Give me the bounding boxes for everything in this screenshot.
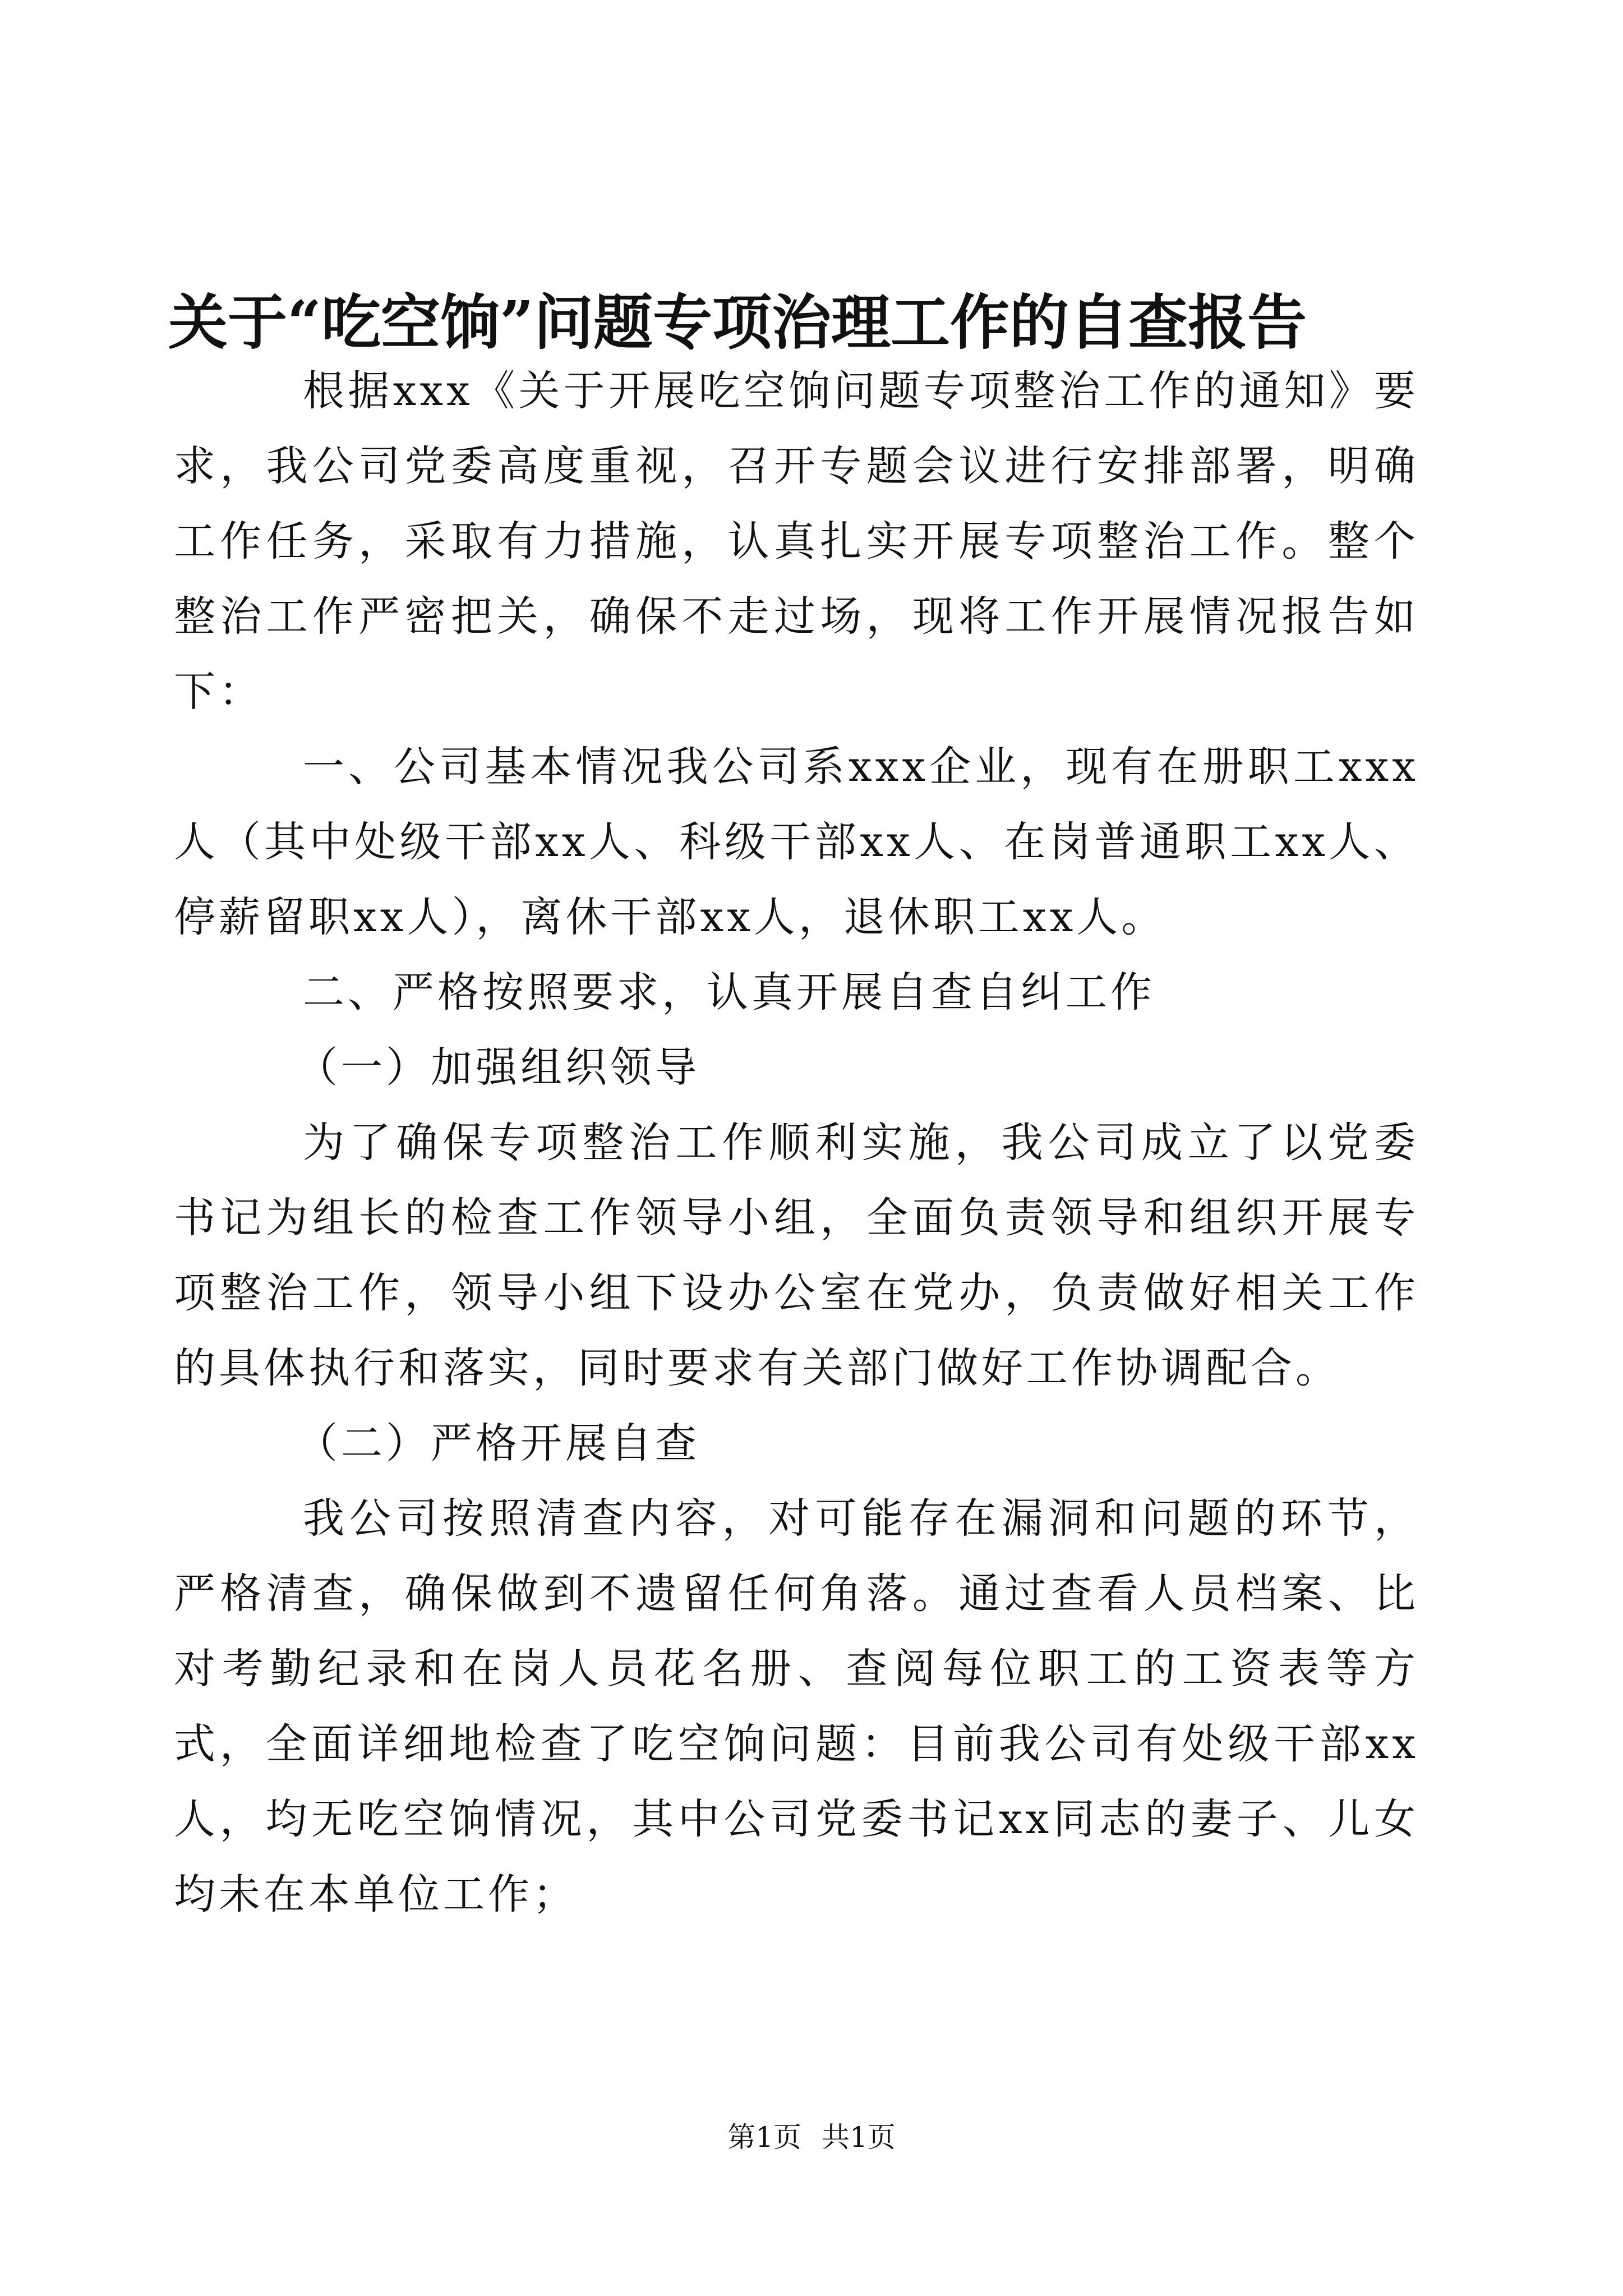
paragraph-section-one: 一、公司基本情况我公司系xxx企业，现有在册职工xxx人（其中处级干部xx人、科级干部xx人、在岗普通职工xx人、停薪留职xx人），离休干部xx人，退休职工xx人。 bbox=[174, 743, 1419, 941]
paragraph-organization: 为了确保专项整治工作顺利实施，我公司成立了以党委书记为组长的检查工作领导小组，全面负责领导和组织开展专项整治工作，领导小组下设办公室在党办，负责做好相关工作的具体执行和落实，同时要求有关部门做好工作协调配合。 bbox=[174, 1119, 1419, 1392]
page-total: 共1页 bbox=[821, 2121, 896, 2154]
section-heading-two: 二、严格按照要求，认真开展自查自纠工作 bbox=[303, 968, 1155, 1016]
page-footer bbox=[0, 2118, 1623, 2157]
page-number: 第1页 bbox=[727, 2121, 802, 2154]
paragraph-self-check: 我公司按照清查内容，对可能存在漏洞和问题的环节，严格清查，确保做到不遗留任何角落。通过查看人员档案、比对考勤纪录和在岗人员花名册、查阅每位职工的工资表等方式，全面详细地检查了吃空饷问题：目前我公司有处级干部xx人，均无吃空饷情况，其中公司党委书记xx同志的妻子、儿女均未在本单位工作； bbox=[174, 1494, 1419, 1918]
document-title: 关于“吃空饷”问题专项治理工作的自查报告 bbox=[168, 287, 1307, 357]
paragraph-intro: 根据xxx《关于开展吃空饷问题专项整治工作的通知》要求，我公司党委高度重视，召开专题会议进行安排部署，明确工作任务，采取有力措施，认真扎实开展专项整治工作。整个整治工作严密把关，确保不走过场，现将工作开展情况报告如下： bbox=[174, 367, 1419, 716]
document-body bbox=[174, 353, 1419, 1932]
subsection-heading-one: （一）加强组织领导 bbox=[296, 1043, 700, 1092]
subsection-heading-two: （二）严格开展自查 bbox=[296, 1419, 700, 1467]
